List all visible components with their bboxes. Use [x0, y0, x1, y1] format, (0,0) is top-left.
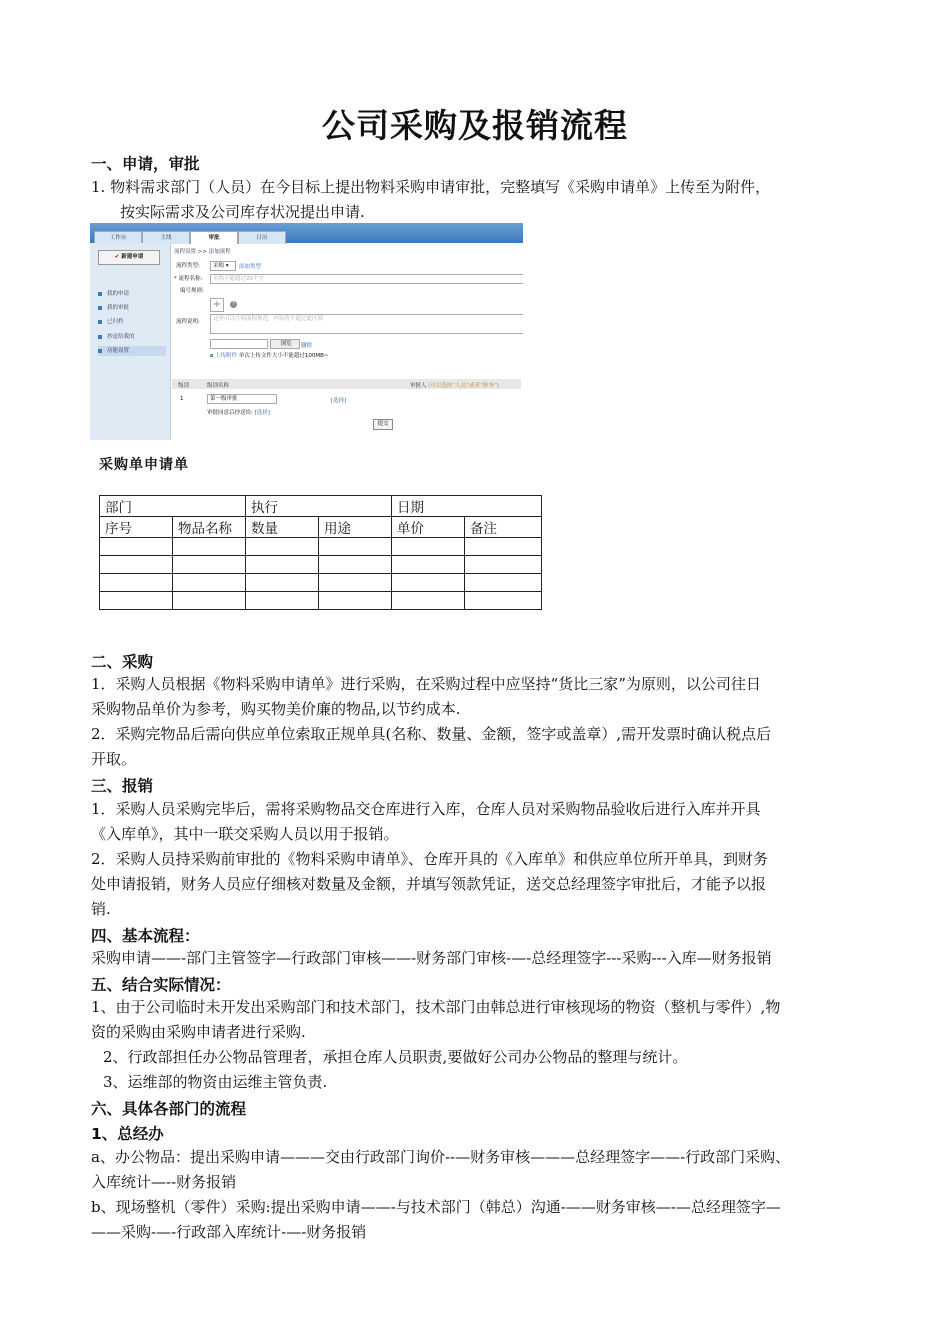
upload-link: 上传附件 — [215, 353, 238, 359]
sidebar-label: 我的审批 — [107, 305, 130, 311]
breadcrumb: 流程设置 >> 添加流程 — [174, 249, 231, 255]
table-cell — [319, 538, 392, 556]
plus-icon: + — [210, 298, 224, 312]
add-type-link: 添加类型 — [239, 264, 262, 270]
col-name: 级别名称 — [207, 383, 230, 389]
sidebar-item-my-requests — [98, 289, 129, 299]
section2-heading: 二、采购 — [91, 653, 154, 671]
table-cell — [246, 538, 319, 556]
cell-execute: 执行 — [246, 496, 392, 517]
table-cell — [173, 574, 246, 592]
table-cell — [246, 556, 319, 574]
table-cell — [319, 556, 392, 574]
sec3-p1-line2: 《入库单》，其中一联交采购人员以用于报销。 — [91, 825, 399, 843]
sec6-a-line2: 入库统计—--财务报销 — [91, 1173, 237, 1191]
sec2-p2-line1: 2．采购完物品后需向供应单位索取正规单具(名称、数量、金额，签字或盖章）,需开发票时确认税点后 — [91, 725, 772, 743]
sec5-p2: 2、行政部担任办公物品管理者，承担仓库人员职责,要做好公司办公物品的整理与统计。 — [103, 1048, 688, 1066]
sidebar-label: 功能设置 — [107, 348, 130, 354]
col-unit-price: 单价 — [392, 517, 465, 538]
sidebar-item-archived — [98, 317, 124, 327]
upload-row — [210, 351, 328, 359]
bullet-icon — [98, 292, 102, 296]
table-cell — [246, 574, 319, 592]
col-step: 级别 — [178, 383, 190, 389]
col-quantity: 数量 — [246, 517, 319, 538]
table-row — [100, 517, 542, 538]
sidebar-label: 抄送给我的 — [107, 334, 135, 340]
flow-name-label: * 流程名称: — [174, 276, 203, 282]
bullet-icon — [98, 349, 102, 353]
table-cell — [319, 592, 392, 610]
help-icon: ? — [230, 301, 237, 308]
row-name-input: 第一级审批 — [207, 394, 277, 404]
select-approver-link: [选择] — [331, 398, 347, 404]
sec3-p1-line1: 1．采购人员采购完毕后，需将采购物品交仓库进行入库，仓库人员对采购物品验收后进行入库并开具 — [91, 800, 761, 818]
table-cell — [173, 538, 246, 556]
col-approver — [410, 381, 499, 389]
bullet-icon — [98, 335, 102, 339]
new-request-label: 新建申请 — [121, 254, 144, 260]
table-cell — [246, 592, 319, 610]
section1-heading: 一、申请，审批 — [91, 155, 200, 173]
table-cell — [465, 574, 542, 592]
sidebar-label: 我的申请 — [107, 291, 130, 297]
section5-heading: 五、结合实际情况： — [91, 976, 231, 994]
col-seq: 序号 — [100, 517, 173, 538]
table-cell — [100, 592, 173, 610]
cc-label: 审批同意后抄送给: — [207, 410, 255, 416]
table-cell — [465, 556, 542, 574]
sec5-p1-line1: 1、由于公司临时未开发出采购部门和技术部门，技术部门由韩总进行审核现场的物资（整机与零件）,物 — [91, 998, 781, 1016]
sec2-p2-line2: 开取。 — [91, 750, 137, 768]
table-cell — [319, 574, 392, 592]
bullet-icon — [98, 320, 102, 324]
approver-hint: (可以选择“人员”或者“职务”) — [428, 383, 499, 389]
flow-desc-label: 流程说明: — [176, 319, 200, 325]
sidebar-item-cc-me — [98, 332, 135, 342]
sidebar-item-settings — [98, 346, 166, 356]
sec3-p2-line3: 销. — [91, 900, 111, 918]
table-cell — [392, 574, 465, 592]
approval-screenshot — [90, 223, 523, 440]
screenshot-sidebar — [90, 243, 171, 440]
paperclip-icon: ⌀ — [210, 353, 214, 359]
sec3-p2-line1: 2．采购人员持采购前审批的《物料采购申请单》、仓库开具的《入库单》和供应单位所开单具，到财务 — [91, 850, 769, 868]
sec1-item1-line2: 按实际需求及公司库存状况提出申请. — [120, 203, 365, 221]
sidebar-label: 已归档 — [107, 319, 124, 325]
new-request-button — [98, 250, 160, 265]
table-cell — [392, 538, 465, 556]
flow-name-input: 名称不能超过20个字 — [210, 274, 523, 284]
section6-sub1: 1、总经办 — [91, 1125, 164, 1143]
col-purpose: 用途 — [319, 517, 392, 538]
sec2-p1-line1: 1．采购人员根据《物料采购申请单》进行采购，在采购过程中应坚持“货比三家”为原则，以公司往日 — [91, 675, 761, 693]
table-cell — [173, 592, 246, 610]
flow-type-select — [210, 261, 236, 271]
section3-heading: 三、报销 — [91, 777, 154, 795]
cc-row — [207, 408, 270, 416]
flow-type-value: 采购 — [213, 263, 225, 269]
tab-bar — [90, 223, 523, 243]
tab-calendar: 日历 — [238, 231, 286, 244]
approval-table-header — [172, 379, 521, 389]
bullet-icon — [98, 306, 102, 310]
submit-button: 提交 — [373, 419, 393, 430]
cell-department: 部门 — [100, 496, 246, 517]
browse-button: 浏览 — [270, 339, 300, 349]
table-row — [100, 496, 542, 517]
table-cell — [392, 556, 465, 574]
tab-mainline: 主线 — [142, 231, 190, 244]
upload-note: 单次上传文件大小不能超过100MB~ — [238, 353, 329, 359]
table-cell — [465, 538, 542, 556]
table-cell — [100, 556, 173, 574]
document-title: 公司采购及报销流程 — [322, 106, 628, 145]
file-path-input — [210, 339, 268, 349]
check-icon: ✔ — [114, 254, 120, 260]
sec2-p1-line2: 采购物品单价为参考，购买物美价廉的物品,以节约成本. — [91, 700, 461, 718]
sec6-b-line2: ——采购-—-行政部入库统计-—-财务报销 — [91, 1223, 367, 1241]
flow-desc-textarea: 这里可以注明流程规范，内容将不超过此区域 — [210, 314, 523, 334]
sec6-b-line1: b、现场整机（零件）采购:提出采购申请——-与技术部门（韩总）沟通-——财务审核—-—总经理签字— — [91, 1198, 781, 1216]
sec5-p3: 3、运维部的物资由运维主管负责. — [103, 1073, 328, 1091]
tab-workbench: 工作台 — [94, 231, 142, 244]
table-cell — [465, 592, 542, 610]
form-title: 采购单申请单 — [99, 457, 189, 473]
table-row — [100, 556, 542, 574]
sec4-flow: 采购申请——-部门主管签字—行政部门审核——-财务部门审核-—-总经理签字---采购---入库—财务报销 — [91, 949, 772, 967]
sidebar-item-my-approvals — [98, 303, 129, 313]
sec1-item1-line1: 1. 物料需求部门（人员）在今目标上提出物料采购申请审批，完整填写《采购申请单》上传至为附件， — [91, 178, 771, 196]
section4-heading: 四、基本流程： — [91, 927, 200, 945]
table-row — [100, 592, 542, 610]
number-rule-label: 编号规则: — [180, 288, 204, 294]
cell-date: 日期 — [392, 496, 542, 517]
row-number: 1 — [180, 396, 184, 402]
table-row — [100, 574, 542, 592]
sec6-a-line1: a、办公物品：提出采购申请———交由行政部门询价--—财务审核———总经理签字——-行政部门采购、 — [91, 1148, 791, 1166]
delete-link: 删除 — [301, 343, 313, 349]
table-cell — [392, 592, 465, 610]
chevron-down-icon: ▾ — [225, 263, 229, 269]
purchase-form-table — [99, 495, 542, 610]
sec5-p1-line2: 资的采购由采购申请者进行采购. — [91, 1023, 306, 1041]
table-cell — [100, 574, 173, 592]
section6-heading: 六、具体各部门的流程 — [91, 1100, 247, 1118]
tab-approval: 审批 — [190, 231, 238, 244]
col-remarks: 备注 — [465, 517, 542, 538]
table-row — [100, 538, 542, 556]
table-cell — [173, 556, 246, 574]
col-approver-label: 审批人 — [410, 383, 427, 389]
table-cell — [100, 538, 173, 556]
cc-select-link: [选择] — [254, 410, 270, 416]
sec3-p2-line2: 处申请报销，财务人员应仔细核对数量及金额，并填写领款凭证，送交总经理签字审批后，才能予以报 — [91, 875, 767, 893]
col-item-name: 物品名称 — [173, 517, 246, 538]
flow-type-label: 流程类型: — [176, 263, 200, 269]
